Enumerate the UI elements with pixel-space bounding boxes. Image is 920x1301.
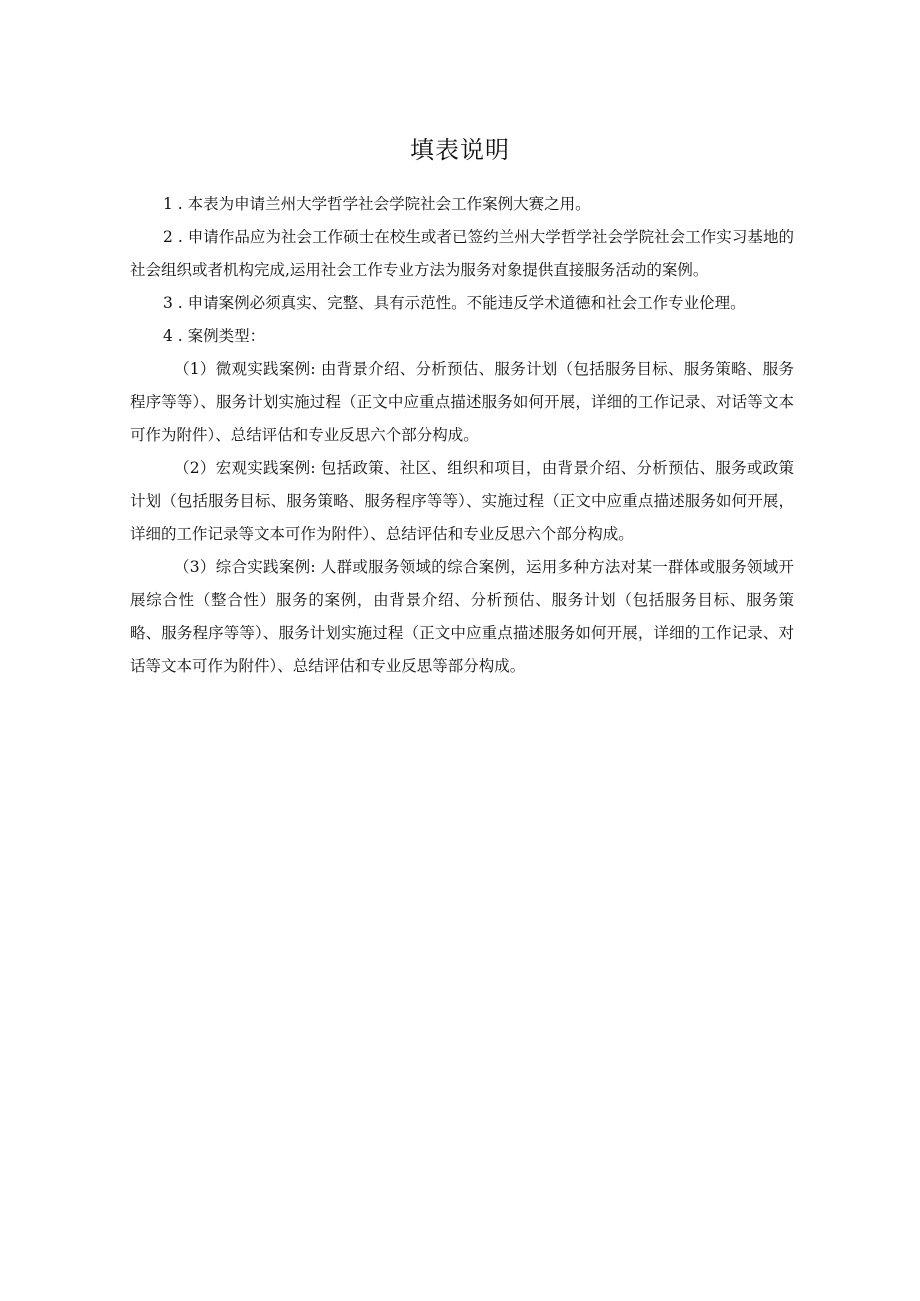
instructions-body	[130, 188, 794, 683]
case-type-micro: （1）微观实践案例: 由背景介绍、分析预估、服务计划（包括服务目标、服务策略、服务程序等等）、服务计划实施过程（正文中应重点描述服务如何开展，详细的工作记录、对话等文本可作为附件）、总结评估和专业反思六个部分构成。	[130, 360, 794, 444]
page-title: 填表说明	[410, 136, 510, 164]
case-type-macro: （2）宏观实践案例: 包括政策、社区、组织和项目，由背景介绍、分析预估、服务或政策计划（包括服务目标、服务策略、服务程序等等）、实施过程（正文中应重点描述服务如何开展，详细的工作记录等文本可作为附件）、总结评估和专业反思六个部分构成。	[130, 459, 794, 543]
instruction-item-4: 4 . 案例类型：	[163, 327, 266, 345]
case-type-comprehensive: （3）综合实践案例: 人群或服务领域的综合案例，运用多种方法对某一群体或服务领域开展综合性（整合性）服务的案例，由背景介绍、分析预估、服务计划（包括服务目标、服务策略、服务程序等等）、服务计划实施过程（正文中应重点描述服务如何开展，详细的工作记录、对话等文本可作为附件）、总结评估和专业反思等部分构成。	[130, 558, 794, 675]
instruction-item-3: 3 . 申请案例必须真实、完整、具有示范性。不能违反学术道德和社会工作专业伦理。	[163, 294, 746, 312]
instruction-item-2: 2 . 申请作品应为社会工作硕士在校生或者已签约兰州大学哲学社会学院社会工作实习基地的社会组织或者机构完成,运用社会工作专业方法为服务对象提供直接服务活动的案例。	[130, 228, 794, 279]
instruction-item-1: 1 . 本表为申请兰州大学哲学社会学院社会工作案例大赛之用。	[163, 195, 591, 213]
